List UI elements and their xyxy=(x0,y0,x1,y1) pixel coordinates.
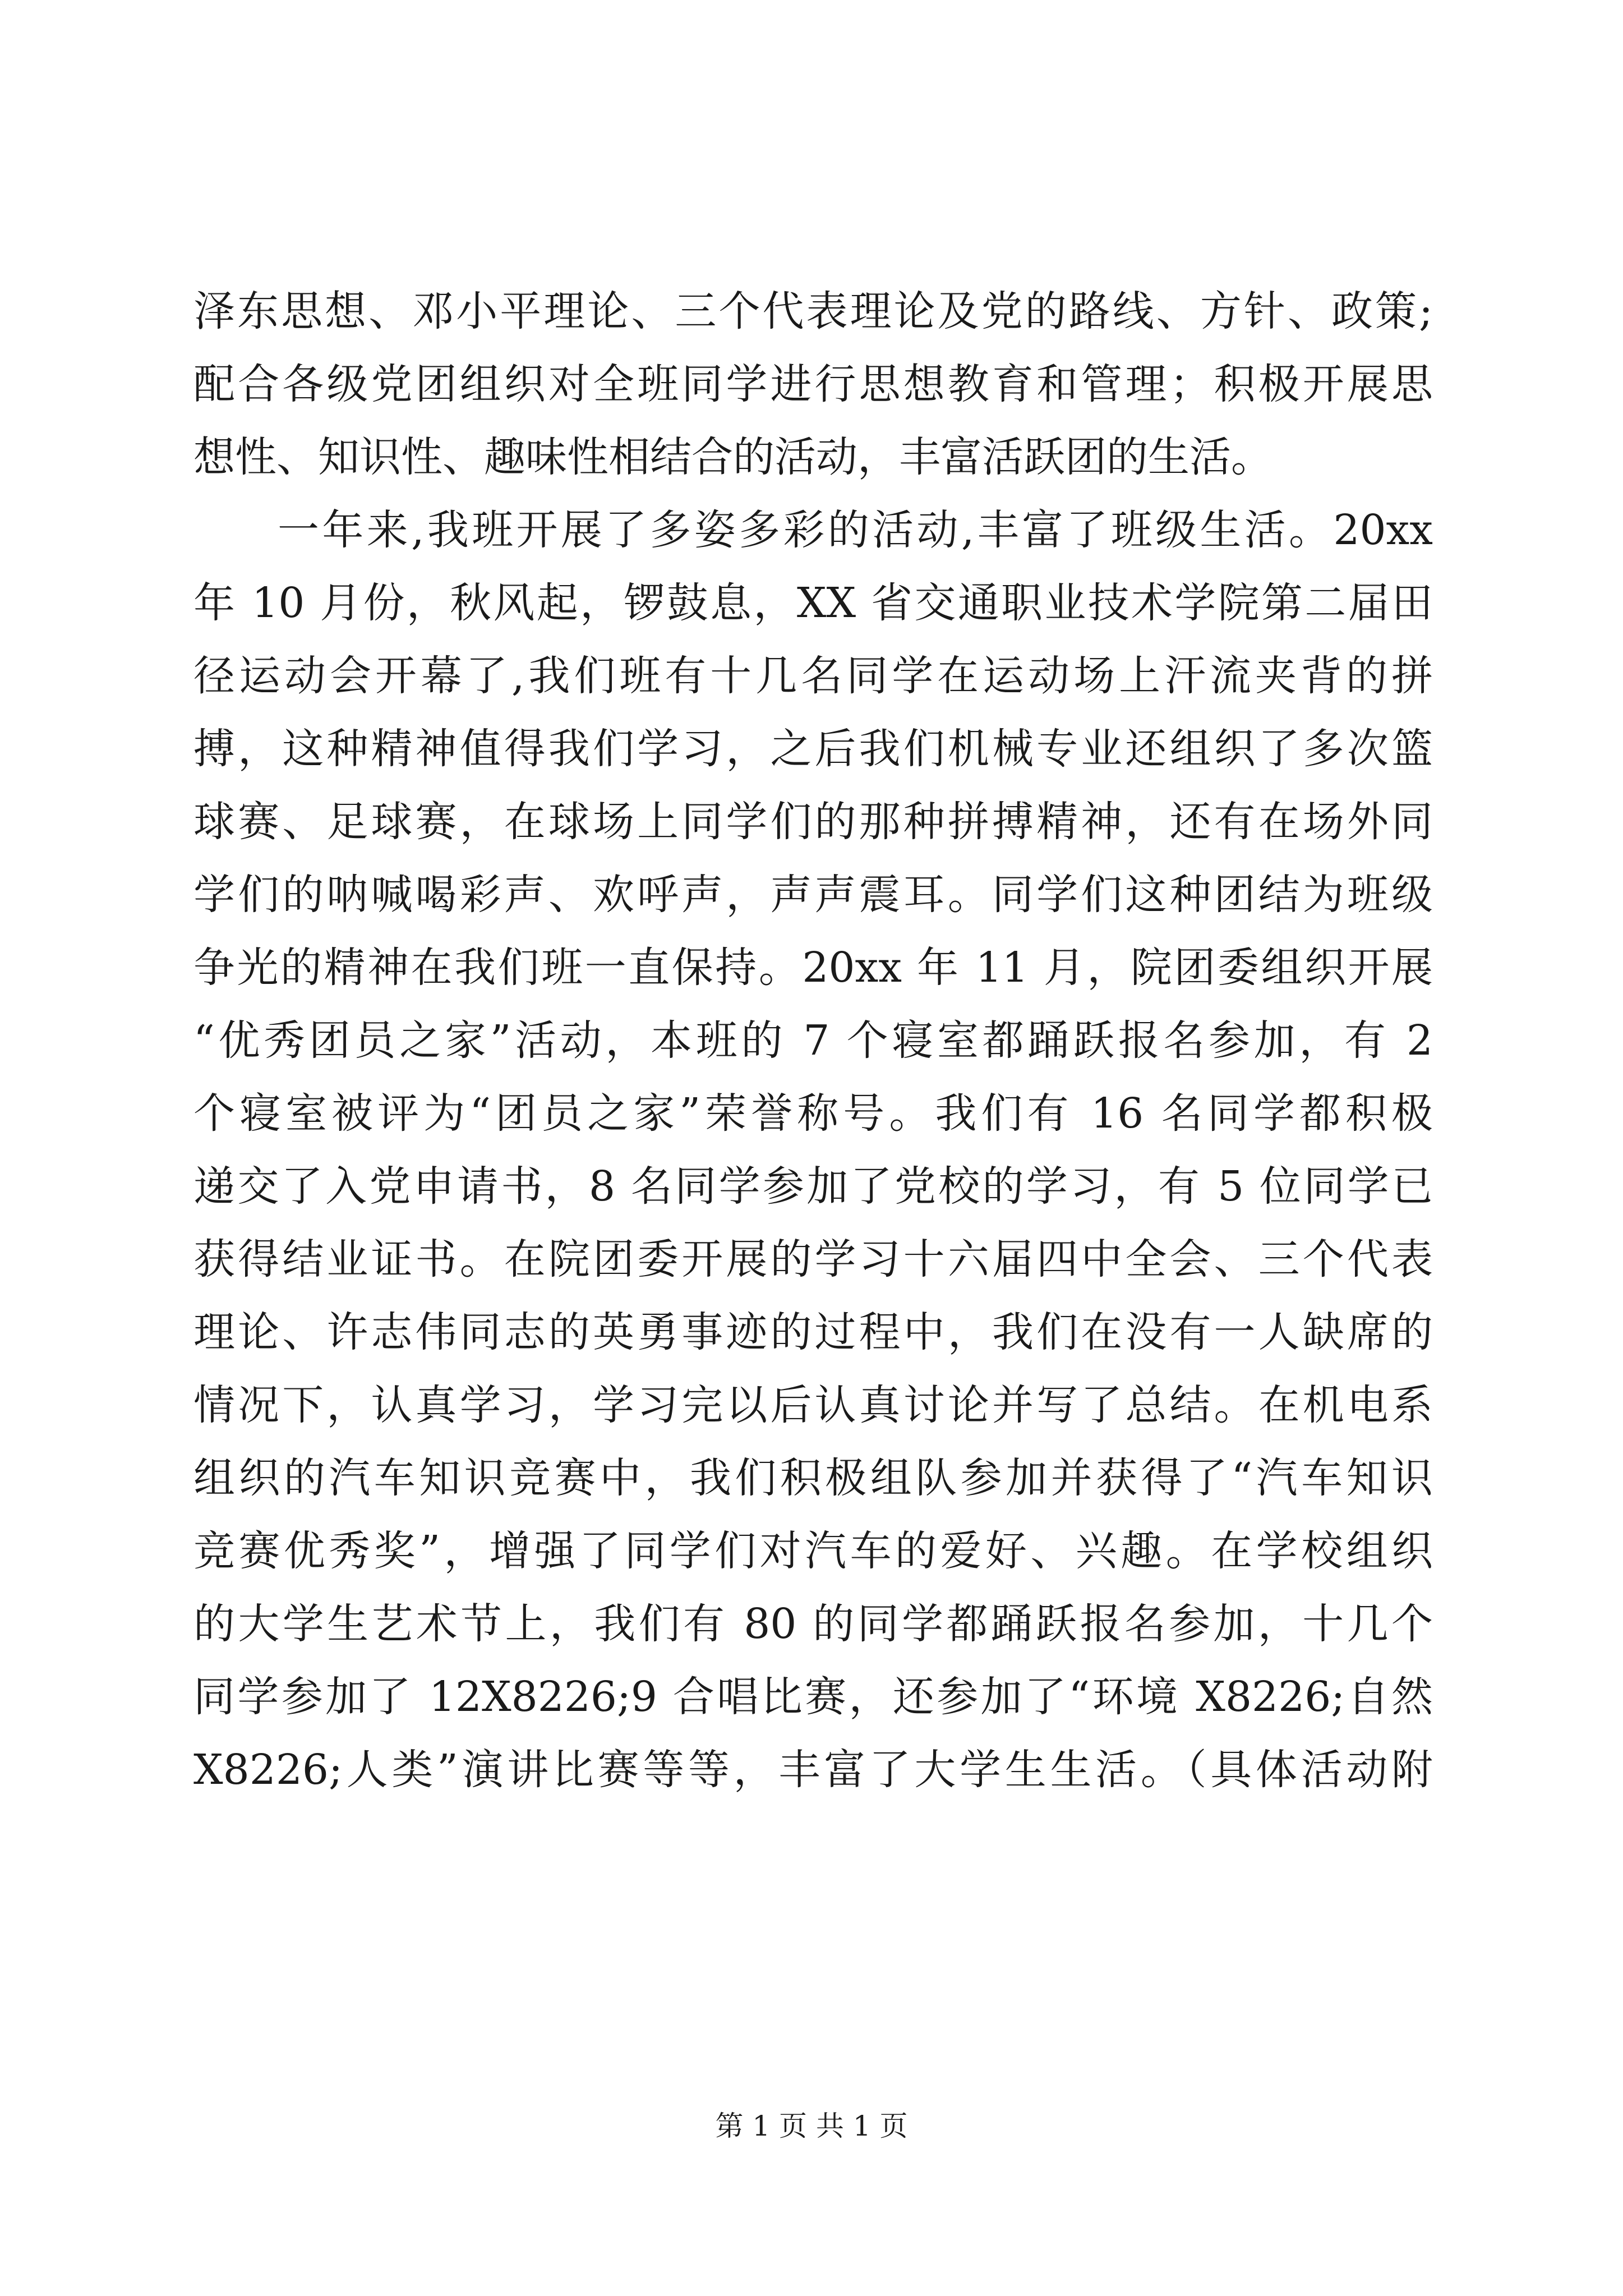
text-line: 径运动会开幕了,我们班有十几名同学在运动场上汗流夹背的拼 xyxy=(193,652,1433,700)
text-line: 泽东思想、邓小平理论、三个代表理论及党的路线、方针、政策; xyxy=(193,287,1433,335)
text-line: X8226;人类”演讲比赛等等，丰富了大学生生活。（具体活动附 xyxy=(193,1746,1433,1794)
text-line: 个寝室被评为“团员之家”荣誉称号。我们有 16 名同学都积极 xyxy=(193,1089,1433,1138)
text-line: 的大学生艺术节上，我们有 80 的同学都踊跃报名参加，十几个 xyxy=(193,1600,1433,1648)
text-line: 想性、知识性、趣味性相结合的活动，丰富活跃团的生活。 xyxy=(193,433,1272,481)
text-line: 配合各级党团组织对全班同学进行思想教育和管理；积极开展思 xyxy=(193,360,1433,408)
text-line: 情况下，认真学习，学习完以后认真讨论并写了总结。在机电系 xyxy=(193,1381,1433,1429)
text-line: 获得结业证书。在院团委开展的学习十六届四中全会、三个代表 xyxy=(193,1235,1433,1283)
text-line: 理论、许志伟同志的英勇事迹的过程中，我们在没有一人缺席的 xyxy=(193,1308,1433,1356)
text-line: 同学参加了 12X8226;9 合唱比赛，还参加了“环境 X8226;自然 xyxy=(193,1673,1433,1721)
page-number-footer: 第 1 页 共 1 页 xyxy=(715,2110,908,2142)
text-line: “优秀团员之家”活动，本班的 7 个寝室都踊跃报名参加，有 2 xyxy=(193,1016,1433,1065)
document-body xyxy=(193,275,1433,1806)
text-line: 组织的汽车知识竞赛中，我们积极组队参加并获得了“汽车知识 xyxy=(193,1454,1433,1502)
text-line: 递交了入党申请书，8 名同学参加了党校的学习，有 5 位同学已 xyxy=(193,1162,1433,1211)
text-line: 学们的呐喊喝彩声、欢呼声，声声震耳。同学们这种团结为班级 xyxy=(193,871,1433,919)
text-line: 搏，这种精神值得我们学习，之后我们机械专业还组织了多次篮 xyxy=(193,725,1433,773)
text-line: 竞赛优秀奖”，增强了同学们对汽车的爱好、兴趣。在学校组织 xyxy=(193,1527,1433,1575)
text-line: 球赛、足球赛，在球场上同学们的那种拼搏精神，还有在场外同 xyxy=(193,798,1433,846)
text-line: 争光的精神在我们班一直保持。20xx 年 11 月，院团委组织开展 xyxy=(193,944,1433,992)
text-line: 年 10 月份，秋风起，锣鼓息，XX 省交通职业技术学院第二届田 xyxy=(193,579,1433,627)
text-line: 一年来,我班开展了多姿多彩的活动,丰富了班级生活。20xx xyxy=(278,506,1433,554)
